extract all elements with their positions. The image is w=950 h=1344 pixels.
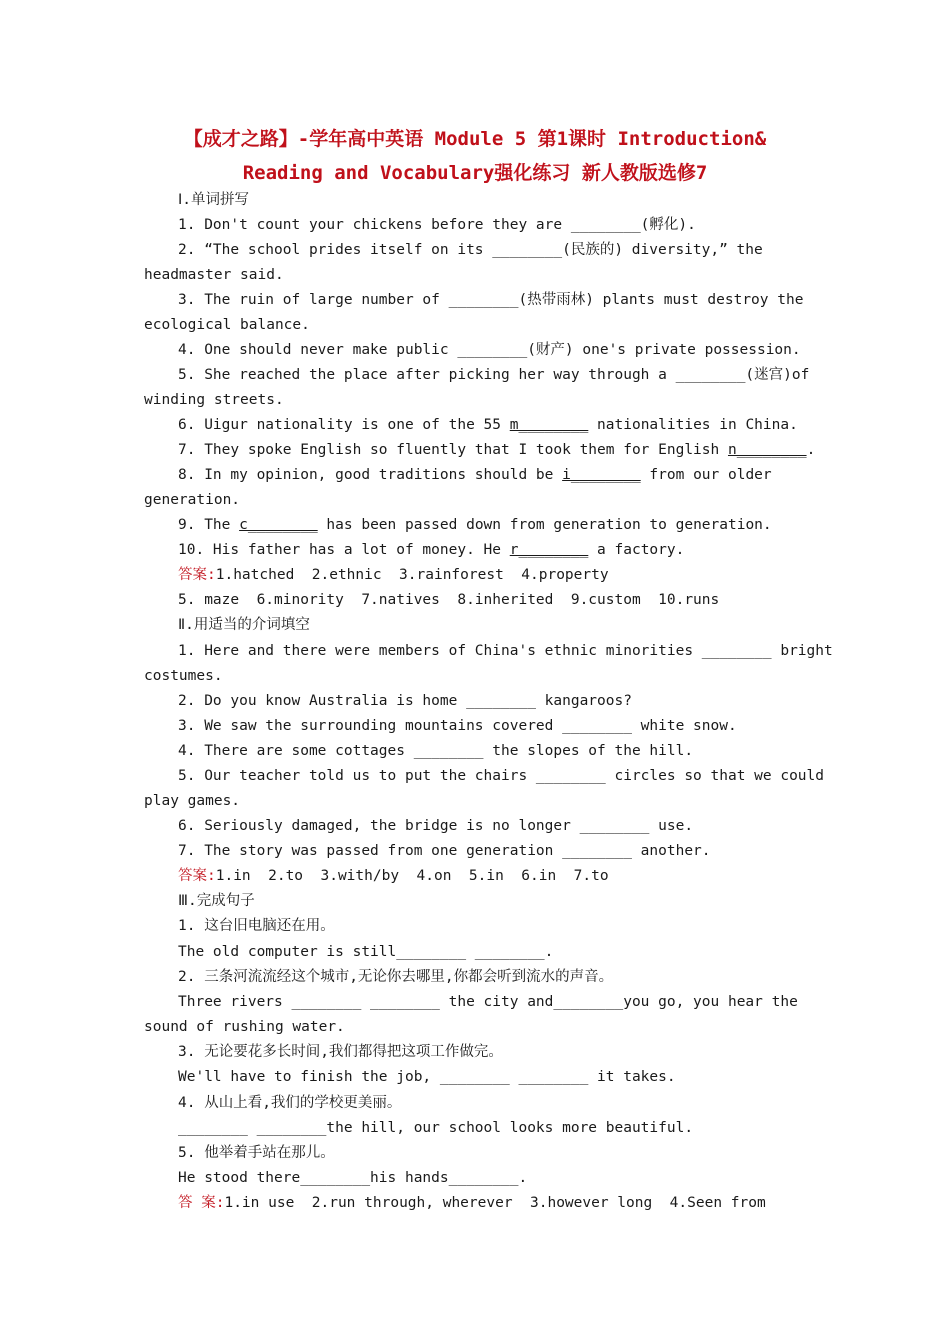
question-line: 5. Our teacher told us to put the chairs ________ circles so that we could <box>178 768 825 784</box>
answer-text: 1.in use 2.run through, wherever 3.however long 4.Seen from <box>224 1195 766 1211</box>
document-title-line-1: 【成才之路】-学年高中英语 Module 5 第1课时 Introduction& <box>183 128 767 150</box>
answer-text: 1.hatched 2.ethnic 3.rainforest 4.property <box>215 567 609 583</box>
question-line <box>178 416 798 434</box>
question-line-continued: ecological balance. <box>144 317 310 333</box>
chinese-prompt: 2. 三条河流流经这个城市,无论你去哪里,你都会听到流水的声音。 <box>178 969 614 985</box>
question-line-continued: generation. <box>144 492 241 508</box>
section-heading: Ⅱ.用适当的介词填空 <box>178 617 310 633</box>
english-sentence: ________ ________the hill, our school looks more beautiful. <box>178 1120 694 1136</box>
question-line <box>178 466 772 484</box>
question-line-continued: costumes. <box>144 668 223 684</box>
answer-line: 5. maze 6.minority 7.natives 8.inherited 9.custom 10.runs <box>178 592 720 608</box>
answer-label: 答案: <box>178 567 216 583</box>
question-text: nationalities in China. <box>588 417 798 433</box>
question-line: 3. The ruin of large number of ________(热带雨林) plants must destroy the <box>178 292 804 308</box>
blank-hint: n________ <box>727 442 807 458</box>
question-text: from our older <box>640 467 772 483</box>
question-line: 7. The story was passed from one generation ________ another. <box>178 843 711 859</box>
question-line-continued: play games. <box>144 793 241 809</box>
blank-hint: c________ <box>239 517 318 533</box>
question-text: has been passed down from generation to generation. <box>317 517 772 533</box>
english-sentence: We'll have to finish the job, ________ ________ it takes. <box>178 1069 676 1085</box>
question-text: a factory. <box>588 542 685 558</box>
chinese-prompt: 1. 这台旧电脑还在用。 <box>178 918 335 934</box>
question-text: 9. The <box>178 517 240 533</box>
question-line: 1. Here and there were members of China's ethnic minorities ________ bright <box>178 643 833 659</box>
question-text: 6. Uigur nationality is one of the 55 <box>178 417 510 433</box>
question-line <box>178 516 772 534</box>
question-line: 1. Don't count your chickens before they are ________(孵化). <box>178 217 696 233</box>
question-text: 7. They spoke English so fluently that I took them for English <box>178 442 728 458</box>
chinese-prompt: 4. 从山上看,我们的学校更美丽。 <box>178 1095 402 1111</box>
question-line <box>178 441 815 459</box>
document-title-line-2: Reading and Vocabulary强化练习 新人教版选修7 <box>242 162 708 184</box>
answer-line <box>178 1194 766 1212</box>
question-line-continued: headmaster said. <box>144 267 284 283</box>
question-line <box>178 541 684 559</box>
blank-hint: m________ <box>509 417 589 433</box>
question-line: 6. Seriously damaged, the bridge is no longer ________ use. <box>178 818 694 834</box>
answer-line <box>178 566 609 584</box>
question-line: 2. “The school prides itself on its ________(民族的) diversity,” the <box>178 242 763 258</box>
question-text: 10. His father has a lot of money. He <box>178 542 510 558</box>
question-line: 4. One should never make public ________(财产) one's private possession. <box>178 342 801 358</box>
question-line-continued: winding streets. <box>144 392 284 408</box>
answer-text: 1.in 2.to 3.with/by 4.on 5.in 6.in 7.to <box>215 868 609 884</box>
answer-line <box>178 867 609 885</box>
blank-hint: r________ <box>509 542 589 558</box>
question-line: 3. We saw the surrounding mountains covered ________ white snow. <box>178 718 737 734</box>
english-sentence: The old computer is still________ ________. <box>178 944 554 960</box>
english-sentence: He stood there________his hands________. <box>178 1170 528 1186</box>
question-text: 8. In my opinion, good traditions should be <box>178 467 563 483</box>
answer-label: 答 案: <box>178 1195 225 1211</box>
question-line: 2. Do you know Australia is home ________ kangaroos? <box>178 693 632 709</box>
question-line: 5. She reached the place after picking her way through a ________(迷宫)of <box>178 367 810 383</box>
blank-hint: i________ <box>562 467 641 483</box>
english-sentence: Three rivers ________ ________ the city and________you go, you hear the <box>178 994 798 1010</box>
section-heading: Ⅲ.完成句子 <box>178 893 255 909</box>
section-heading: Ⅰ.单词拼写 <box>178 192 250 208</box>
question-text: . <box>806 442 816 458</box>
chinese-prompt: 5. 他举着手站在那儿。 <box>178 1145 335 1161</box>
answer-label: 答案: <box>178 868 216 884</box>
chinese-prompt: 3. 无论要花多长时间,我们都得把这项工作做完。 <box>178 1044 503 1060</box>
question-line: 4. There are some cottages ________ the slopes of the hill. <box>178 743 694 759</box>
english-sentence-continued: sound of rushing water. <box>144 1019 345 1035</box>
